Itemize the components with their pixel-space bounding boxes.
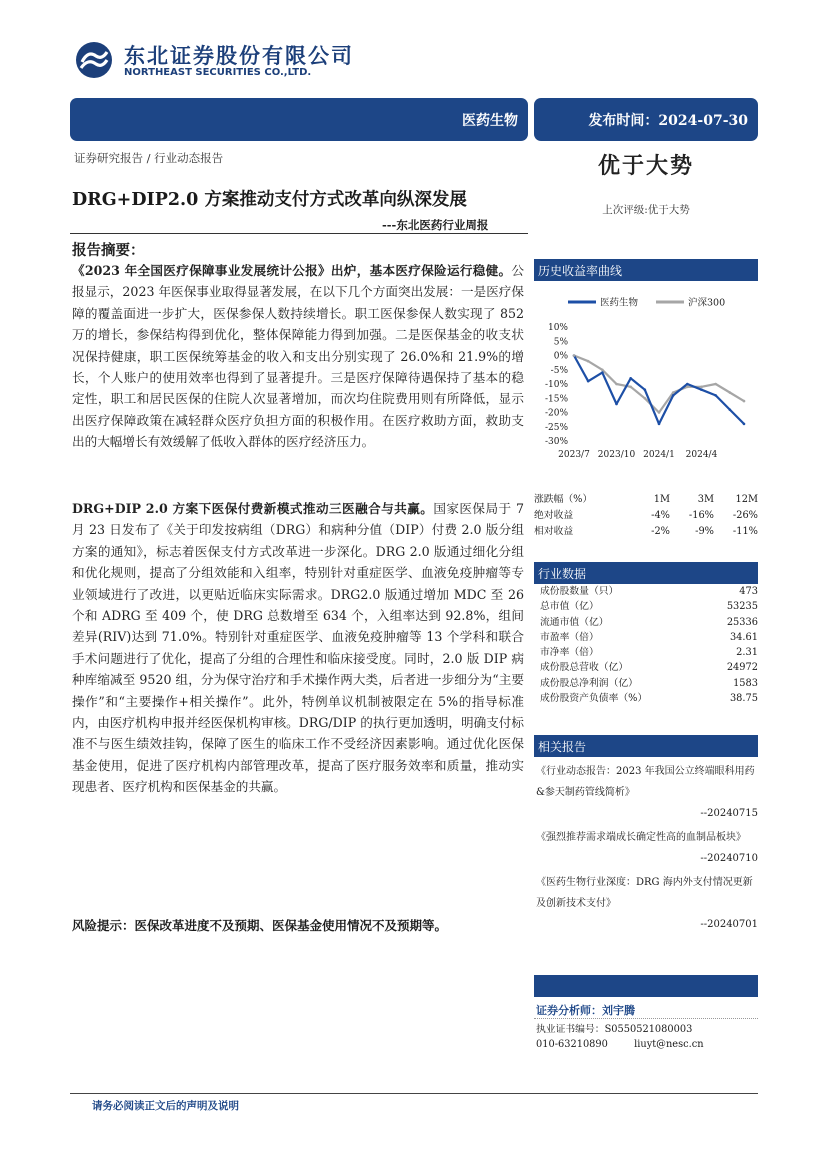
paragraph-2-lead: DRG+DIP 2.0 方案下医保付费新模式推动三医融合与共赢。 (72, 501, 434, 516)
summary-paragraph-2 (72, 498, 524, 798)
performance-cell: -4% (651, 510, 670, 521)
performance-row (534, 524, 758, 540)
rating: 优于大势 (597, 153, 694, 179)
performance-header-row (534, 492, 758, 508)
data-point (615, 383, 618, 386)
sector-band (70, 98, 528, 141)
paragraph-2-body: 国家医保局于 7 月 23 日发布了《关于印发按病组（DRG）和病种分值（DIP）付费 2.0 版分组方案的通知》，标志着医保支付方式改革进一步深化。DRG 2.0 版通过细化分组和优化规则，提高了分组效能和入组率，特别针对重症医学、血液免疫肿瘤等专业领域进行了改进，以更贴近临床实际需求。DRG2.0 版通过增加 MDC 至 26 个和 ADRG 至 409 个，使 DRG 总数增至 634 个，入组率达到 92.8%，组间差异(RIV)达到 71.0%。特别针对重症医学、血液免疫肿瘤等 13 个学科和联合手术问题进行了优化，提高了分组的合理性和临床接受度。同时，2.0 版 DIP 病种库缩减至 9520 组，分为保守治疗和手术操作两大类，后者进一步细分为“主要操作”和“主要操作+相关操作”。此外，特例单议机制被限定在 5%的指导标准内，由医疗机构申报并经医保机构审核。DRG/DIP 的执行更加透明，明确支付标准不与医生绩效挂钩，保障了医生的临床工作不受经济因素影响。通过优化医保基金使用，促进了医疗机构内部管理改革，提高了医疗服务效率和质量，推动实现患者、医疗机构和医保基金的共赢。 (72, 501, 524, 795)
return-chart (534, 285, 758, 460)
industry-data-table (540, 584, 758, 706)
data-point (644, 397, 647, 400)
related-report-date: --20240715 (700, 808, 758, 819)
metric-label: 成份股总净利润（亿） (540, 677, 638, 689)
x-tick-label: 2024/1 (643, 450, 675, 460)
data-point (700, 386, 703, 389)
performance-cell: 相对收益 (534, 526, 574, 537)
publish-date: 发布时间：2024-07-30 (588, 112, 748, 129)
metric-row (540, 691, 758, 706)
analyst-band (534, 975, 758, 997)
data-point (700, 388, 703, 391)
related-report-date: --20240701 (700, 919, 758, 930)
analyst-name: 证券分析师：刘宇腾 (536, 1004, 635, 1017)
data-point (743, 423, 746, 426)
series-line (574, 356, 744, 413)
y-tick-label: -10% (544, 380, 568, 390)
performance-header: 3M (697, 494, 714, 505)
metric-label: 市净率（倍） (540, 647, 599, 659)
performance-header: 1M (653, 494, 670, 505)
metric-row (540, 615, 758, 630)
data-point (629, 377, 632, 380)
data-point (686, 383, 689, 386)
data-point (587, 360, 590, 363)
data-point (658, 411, 661, 414)
metric-label: 总市值（亿） (540, 601, 599, 613)
x-tick-label: 2023/7 (558, 450, 590, 460)
related-report-link[interactable]: 《行业动态报告：2023 年我国公立终端眼科用药&参天制药管线简析》 (536, 766, 755, 798)
y-tick-label: -5% (550, 365, 568, 376)
title-divider (70, 233, 528, 234)
y-tick-label: -20% (544, 408, 568, 419)
metric-value: 53235 (726, 601, 758, 613)
paragraph-1-body: 公报显示，2023 年医保事业取得显著发展，在以下几个方面突出发展：一是医疗保障的覆盖面进一步扩大，医保参保人数持续增长。职工医保参保人数实现了 852 万的增长，参保结构得到优化，整体保障能力得到加强。二是医保基金的收支状况保持健康，职工医保统筹基金的收入和支出分别实现了 26.0%和 21.9%的增长，个人账户的使用效率也得到了显著提升。三是医疗保障待遇保持了基本的稳定性，职工和居民医保的住院人次显著增加，而次均住院费用则有所降低，显示出医疗保障政策在减轻群众医疗负担方面的积极作用。在医疗救助方面，救助支出的大幅增长有效缓解了低收入群体的医疗经济压力。 (72, 263, 524, 450)
chart-section-heading: 历史收益率曲线 (534, 259, 758, 281)
footer-divider (70, 1093, 758, 1094)
company-name-en: NORTHEAST SECURITIES CO.,LTD. (124, 67, 312, 78)
y-tick-label: 10% (547, 323, 568, 333)
performance-header: 12M (735, 494, 758, 505)
last-rating: 上次评级:优于大势 (602, 204, 690, 216)
data-point (629, 386, 632, 389)
data-point (601, 371, 604, 374)
report-subtitle: ---东北医药行业周报 (382, 218, 489, 232)
y-tick-label: -30% (544, 437, 568, 447)
performance-cell: -16% (688, 510, 714, 521)
analyst-phone: 010-63210890 (536, 1039, 608, 1050)
metric-row (540, 599, 758, 614)
metric-value: 473 (739, 586, 758, 597)
industry-data-heading: 行业数据 (534, 562, 758, 584)
data-point (672, 391, 675, 394)
report-title: DRG+DIP2.0 方案推动支付方式改革向纵深发展 (72, 190, 467, 210)
y-tick-label: -15% (544, 394, 568, 405)
metric-value: 25336 (726, 616, 758, 628)
metric-label: 成份股数量（只） (540, 586, 619, 597)
summary-heading: 报告摘要： (72, 242, 145, 259)
related-report-date: --20240710 (700, 853, 758, 864)
data-point (615, 403, 618, 406)
analyst-license: 执业证书编号：S0550521080003 (536, 1024, 693, 1035)
data-point (686, 386, 689, 389)
metric-label: 流通市值（亿） (540, 616, 609, 628)
data-point (743, 400, 746, 403)
legend-label: 医药生物 (600, 297, 639, 309)
performance-header: 涨跌幅（%） (534, 494, 593, 505)
data-point (729, 408, 732, 411)
y-tick-label: 0% (553, 351, 568, 362)
footer-note: 请务必阅读正文后的声明及说明 (92, 1100, 239, 1112)
data-point (714, 383, 717, 386)
analyst-email[interactable]: liuyt@nesc.cn (634, 1039, 704, 1050)
performance-cell: 绝对收益 (534, 510, 574, 521)
performance-cell: -26% (732, 510, 758, 521)
company-logo (74, 40, 114, 80)
doc-type: 证券研究报告 / 行业动态报告 (74, 151, 224, 165)
data-point (658, 423, 661, 426)
metric-label: 成份股总营收（亿） (540, 662, 629, 674)
legend-label: 沪深300 (688, 297, 726, 309)
metric-value: 1583 (733, 677, 758, 689)
metric-value: 34.61 (729, 631, 758, 643)
related-report-link[interactable]: 《强烈推荐需求端成长确定性高的血制品板块》 (536, 832, 746, 843)
x-tick-label: 2024/4 (685, 450, 718, 460)
data-point (573, 354, 576, 357)
publish-band (534, 98, 758, 141)
metric-label: 市盈率（倍） (540, 631, 599, 643)
performance-table (534, 492, 758, 540)
data-point (672, 394, 675, 397)
y-tick-label: 5% (553, 337, 568, 348)
metric-row (540, 660, 758, 675)
metric-value: 24972 (726, 662, 758, 674)
data-point (714, 394, 717, 397)
related-report-link[interactable]: 《医药生物行业深度：DRG 海内外支付情况更新及创新技术支付》 (536, 877, 753, 909)
summary-paragraph-1 (72, 260, 524, 453)
metric-value: 2.31 (736, 647, 758, 659)
metric-value: 38.75 (729, 693, 758, 705)
risk-warning: 风险提示：医保改革进度不及预期、医保基金使用情况不及预期等。 (72, 918, 448, 933)
metric-label: 成份股资产负债率（%） (540, 693, 648, 705)
data-point (729, 391, 732, 394)
performance-cell: -2% (651, 526, 670, 537)
company-name-cn: 东北证券股份有限公司 (124, 44, 354, 68)
data-point (587, 380, 590, 383)
analyst-contact (536, 1039, 704, 1050)
x-tick-label: 2023/10 (597, 450, 636, 460)
metric-row (540, 645, 758, 660)
data-point (644, 388, 647, 391)
performance-row (534, 508, 758, 524)
performance-cell: -11% (732, 526, 758, 537)
metric-row (540, 630, 758, 645)
metric-row (540, 584, 758, 599)
y-tick-label: -25% (544, 422, 568, 433)
performance-cell: -9% (695, 526, 714, 537)
data-point (601, 368, 604, 371)
related-reports-list (536, 761, 758, 938)
metric-row (540, 676, 758, 691)
related-reports-heading: 相关报告 (534, 735, 758, 757)
analyst-divider (534, 1018, 758, 1019)
sector-label: 医药生物 (462, 112, 518, 129)
paragraph-1-lead: 《2023 年全国医疗保障事业发展统计公报》出炉，基本医疗保险运行稳健。 (72, 263, 512, 278)
